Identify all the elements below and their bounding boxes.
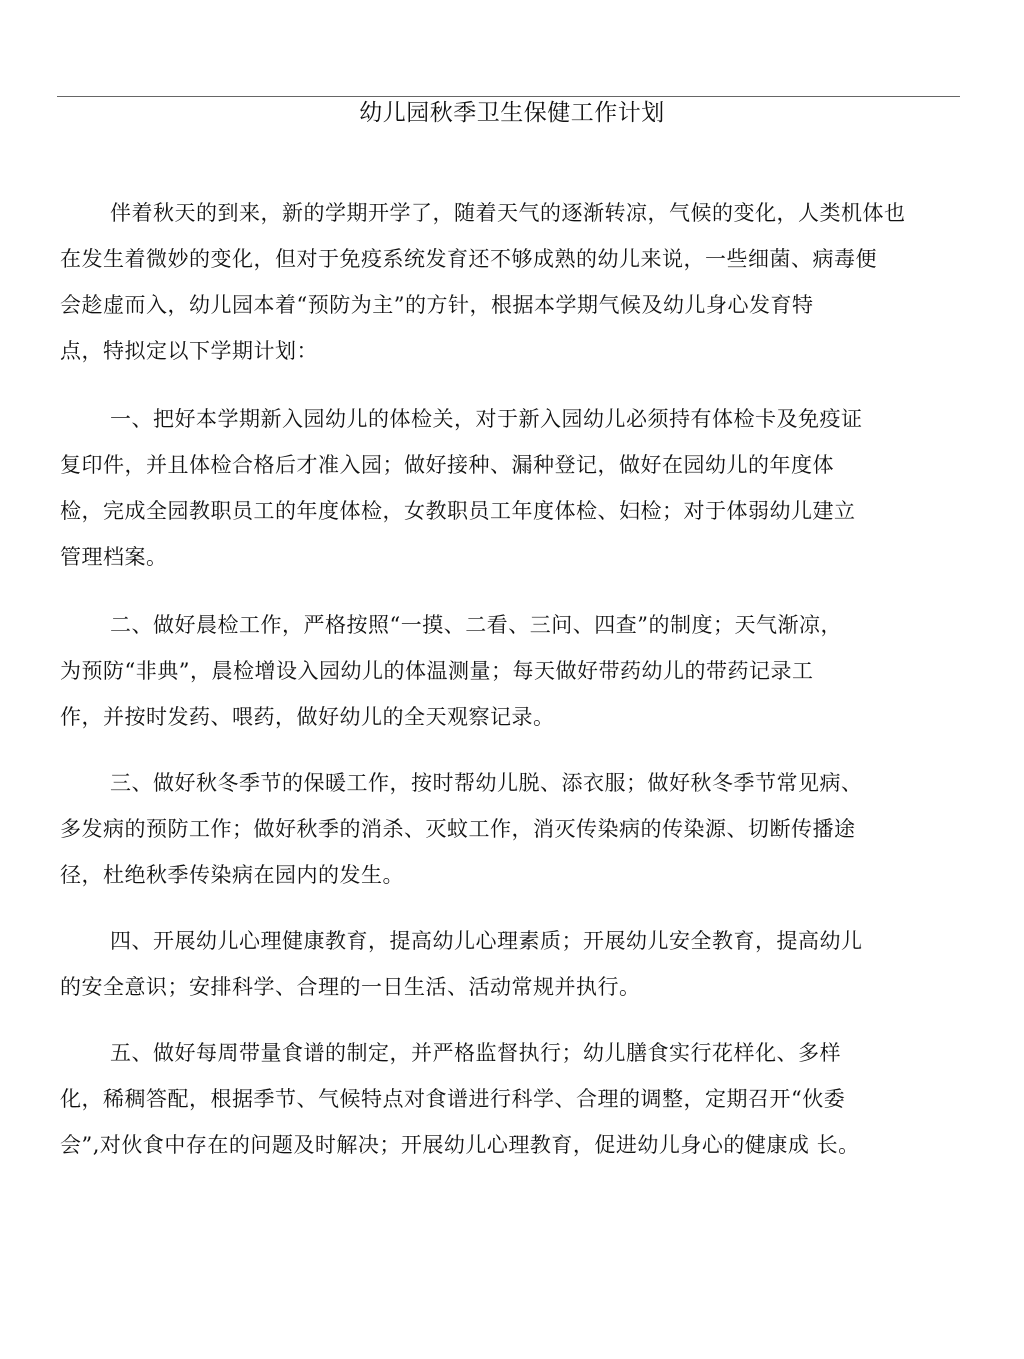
paragraph-line: 复印件，并且体检合格后才准入园；做好接种、漏种登记，做好在园幼儿的年度体 (60, 453, 834, 477)
paragraph-line: 化，稀稠答配，根据季节、气候特点对食谱进行科学、合理的调整，定期召开“伙委 (60, 1087, 846, 1111)
paragraph-item-2 (60, 602, 842, 740)
paragraph-item-5 (60, 1030, 860, 1168)
document-title: 幼儿园秋季卫生保健工作计划 (359, 100, 665, 126)
paragraph-line: 点，特拟定以下学期计划： (60, 339, 318, 363)
paragraph-line: 四、开展幼儿心理健康教育，提高幼儿心理素质；开展幼儿安全教育，提高幼儿 (110, 929, 863, 953)
paragraph-line: 一、把好本学期新入园幼儿的体检关，对于新入园幼儿必须持有体检卡及免疫证 (110, 407, 863, 431)
paragraph-item-1 (60, 396, 863, 580)
paragraph-line: 会趁虚而入，幼儿园本着“预防为主”的方针，根据本学期气候及幼儿身心发育特 (60, 293, 814, 317)
paragraph-line: 在发生着微妙的变化，但对于免疫系统发育还不够成熟的幼儿来说，一些细菌、病毒便 (60, 247, 877, 271)
paragraph-item-4 (60, 918, 863, 1010)
paragraph-line: 伴着秋天的到来，新的学期开学了，随着天气的逐渐转凉，气候的变化，人类机体也 (110, 201, 906, 225)
paragraph-item-3 (60, 760, 863, 898)
paragraph-line: 五、做好每周带量食谱的制定，并严格监督执行；幼儿膳食实行花样化、多样 (110, 1041, 841, 1065)
paragraph-line: 径，杜绝秋季传染病在园内的发生。 (60, 863, 404, 887)
paragraph-intro (60, 190, 906, 374)
paragraph-line: 作，并按时发药、喂药，做好幼儿的全天观察记录。 (60, 705, 555, 729)
paragraph-line: 的安全意识；安排科学、合理的一日生活、活动常规并执行。 (60, 975, 641, 999)
paragraph-line: 检，完成全园教职员工的年度体检，女教职员工年度体检、妇检；对于体弱幼儿建立 (60, 499, 856, 523)
paragraph-line: 管理档案。 (60, 545, 168, 569)
paragraph-line: 会”,对伙食中存在的问题及时解决；开展幼儿心理教育，促进幼儿身心的健康成 长。 (60, 1133, 860, 1157)
paragraph-line: 多发病的预防工作；做好秋季的消杀、灭蚊工作，消灭传染病的传染源、切断传播途 (60, 817, 856, 841)
paragraph-line: 三、做好秋冬季节的保暖工作，按时帮幼儿脱、添衣服；做好秋冬季节常见病、 (110, 771, 863, 795)
paragraph-line: 为预防“非典”，晨检增设入园幼儿的体温测量；每天做好带药幼儿的带药记录工 (60, 659, 814, 683)
paragraph-line: 二、做好晨检工作，严格按照“一摸、二看、三问、四查”的制度；天气渐凉， (110, 613, 842, 637)
